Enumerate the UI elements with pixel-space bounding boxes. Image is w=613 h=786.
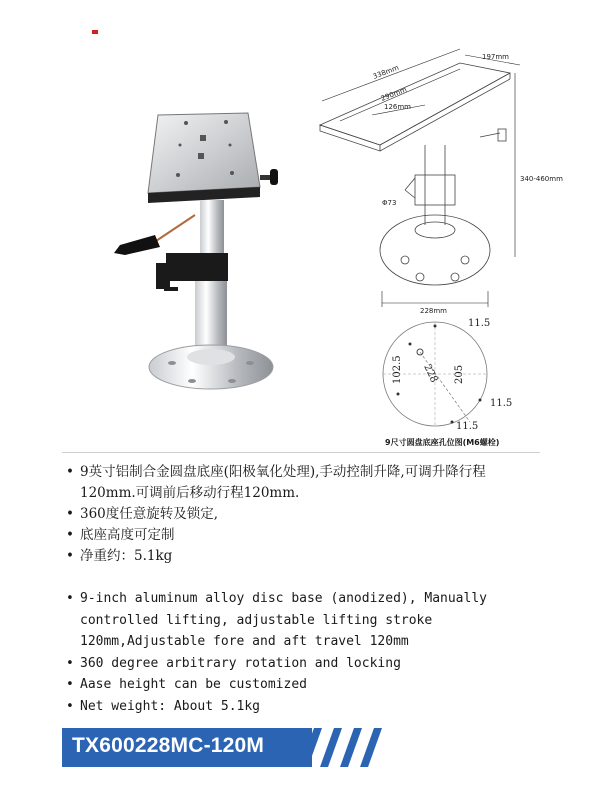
hole-pattern-caption: 9尺寸圆盘底座孔位图(M6螺栓)	[385, 438, 500, 447]
dim-column-dia: Φ73	[382, 199, 397, 207]
hole-pattern-diagram	[380, 312, 530, 442]
feature-en-text: 9-inch aluminum alloy disc base (anodized), Manually controlled lifting, adjustable lifting stroke 120mm,Adjustable fore and aft travel 120mm	[80, 591, 487, 649]
feature-en-text: 360 degree arbitrary rotation and locking	[80, 655, 401, 671]
feature-cn-text: 9英寸铝制合金圆盘底座(阳极氧化处理),手动控制升降,可调升降行程120mm.可调前后移动行程120mm.	[80, 464, 486, 501]
feature-en-item	[66, 653, 546, 675]
feature-cn-item	[66, 462, 536, 504]
feature-cn-item	[66, 504, 536, 525]
feature-en-item	[66, 588, 546, 653]
feature-cn-text: 底座高度可定制	[80, 527, 175, 543]
feature-en-text: Net weight: About 5.1kg	[80, 698, 261, 714]
bullet-icon: •	[66, 591, 74, 606]
hole-label-3: 228	[421, 362, 440, 385]
dim-inner: 126mm	[384, 103, 411, 111]
bullet-icon: •	[66, 655, 74, 671]
bullet-icon: •	[66, 548, 74, 564]
dim-depth: 197mm	[482, 53, 509, 61]
product-photo	[100, 95, 300, 420]
hole-label-6: 11.5	[456, 421, 479, 432]
bullet-icon: •	[66, 464, 74, 480]
hole-label-4: 205	[454, 364, 465, 384]
bullet-icon: •	[66, 506, 74, 522]
corner-mark	[92, 30, 98, 34]
bullet-icon: •	[66, 698, 74, 714]
hole-label-1: 11.5	[468, 318, 491, 329]
bullet-icon: •	[66, 527, 74, 543]
dim-width-top: 338mm	[371, 63, 400, 81]
bullet-icon: •	[66, 677, 74, 692]
feature-cn-text: 360度任意旋转及锁定,	[80, 506, 219, 522]
banner-stripes-decoration	[300, 728, 400, 767]
feature-en-text: Aase height can be customized	[80, 677, 307, 692]
dim-height: 340-460mm	[520, 175, 563, 183]
feature-en-item	[66, 674, 546, 696]
hole-label-5: 11.5	[490, 398, 513, 409]
feature-cn-text: 净重约：5.1kg	[80, 548, 173, 564]
technical-drawing	[310, 45, 610, 315]
feature-cn-item	[66, 546, 536, 567]
feature-list-cn	[66, 462, 536, 567]
feature-en-item	[66, 696, 546, 718]
dim-width-mid: 290mm	[379, 85, 408, 103]
divider	[62, 452, 540, 453]
model-number: TX600228MC-120M	[72, 734, 265, 757]
dim-base-dia: 228mm	[420, 307, 447, 315]
feature-list-en	[66, 588, 546, 717]
feature-cn-item	[66, 525, 536, 546]
hole-label-2: 102.5	[392, 355, 403, 384]
